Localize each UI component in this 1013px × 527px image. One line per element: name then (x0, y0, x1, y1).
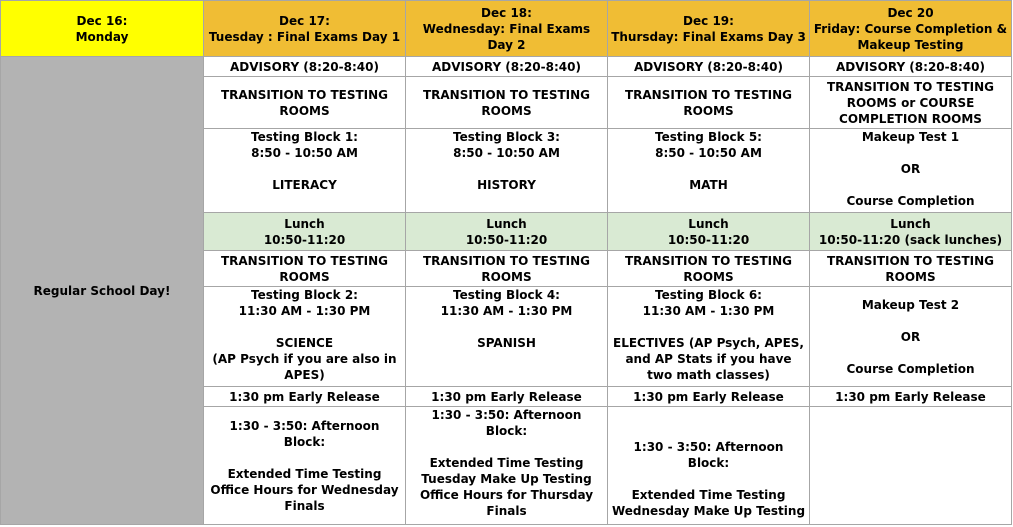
lunch-cell: Lunch 10:50-11:20 (608, 213, 810, 251)
transition-cell: TRANSITION TO TESTING ROOMS (608, 251, 810, 287)
transition-cell: TRANSITION TO TESTING ROOMS (810, 251, 1012, 287)
advisory-row (1, 57, 1012, 77)
advisory-cell: ADVISORY (8:20-8:40) (204, 57, 406, 77)
transition-cell: TRANSITION TO TESTING ROOMS (608, 77, 810, 129)
header-monday: Dec 16: Monday (1, 1, 204, 57)
testing-block-cell: Testing Block 3: 8:50 - 10:50 AM HISTORY (406, 129, 608, 213)
testing-block-cell: Testing Block 1: 8:50 - 10:50 AM LITERACY (204, 129, 406, 213)
transition-cell: TRANSITION TO TESTING ROOMS (406, 251, 608, 287)
advisory-cell: ADVISORY (8:20-8:40) (608, 57, 810, 77)
afternoon-block-cell: 1:30 - 3:50: Afternoon Block: Extended Time Testing Office Hours for Wednesday Finals (204, 407, 406, 525)
transition-cell: TRANSITION TO TESTING ROOMS (204, 77, 406, 129)
afternoon-block-cell: 1:30 - 3:50: Afternoon Block: Extended Time Testing Tuesday Make Up Testing Office Hours for Thursday Finals (406, 407, 608, 525)
early-release-cell: 1:30 pm Early Release (406, 387, 608, 407)
makeup-test-cell: Makeup Test 2 OR Course Completion (810, 287, 1012, 387)
transition-cell: TRANSITION TO TESTING ROOMS or COURSE COMPLETION ROOMS (810, 77, 1012, 129)
transition-cell: TRANSITION TO TESTING ROOMS (406, 77, 608, 129)
header-wednesday: Dec 18: Wednesday: Final Exams Day 2 (406, 1, 608, 57)
afternoon-block-cell-empty (810, 407, 1012, 525)
lunch-cell: Lunch 10:50-11:20 (204, 213, 406, 251)
advisory-cell: ADVISORY (8:20-8:40) (810, 57, 1012, 77)
early-release-cell: 1:30 pm Early Release (204, 387, 406, 407)
testing-block-cell: Testing Block 4: 11:30 AM - 1:30 PM SPANISH (406, 287, 608, 387)
afternoon-block-cell: 1:30 - 3:50: Afternoon Block: Extended Time Testing Wednesday Make Up Testing (608, 407, 810, 525)
testing-block-cell: Testing Block 2: 11:30 AM - 1:30 PM SCIENCE (AP Psych if you are also in APES) (204, 287, 406, 387)
header-friday: Dec 20 Friday: Course Completion & Makeup Testing (810, 1, 1012, 57)
header-tuesday: Dec 17: Tuesday : Final Exams Day 1 (204, 1, 406, 57)
testing-block-cell: Testing Block 5: 8:50 - 10:50 AM MATH (608, 129, 810, 213)
lunch-cell: Lunch 10:50-11:20 (sack lunches) (810, 213, 1012, 251)
early-release-cell: 1:30 pm Early Release (608, 387, 810, 407)
transition-cell: TRANSITION TO TESTING ROOMS (204, 251, 406, 287)
early-release-cell: 1:30 pm Early Release (810, 387, 1012, 407)
makeup-test-cell: Makeup Test 1 OR Course Completion (810, 129, 1012, 213)
lunch-cell: Lunch 10:50-11:20 (406, 213, 608, 251)
testing-block-cell: Testing Block 6: 11:30 AM - 1:30 PM ELECTIVES (AP Psych, APES, and AP Stats if you have two math classes) (608, 287, 810, 387)
advisory-cell: ADVISORY (8:20-8:40) (406, 57, 608, 77)
header-thursday: Dec 19: Thursday: Final Exams Day 3 (608, 1, 810, 57)
header-row (1, 1, 1012, 57)
monday-regular-day-cell: Regular School Day! (1, 57, 204, 525)
